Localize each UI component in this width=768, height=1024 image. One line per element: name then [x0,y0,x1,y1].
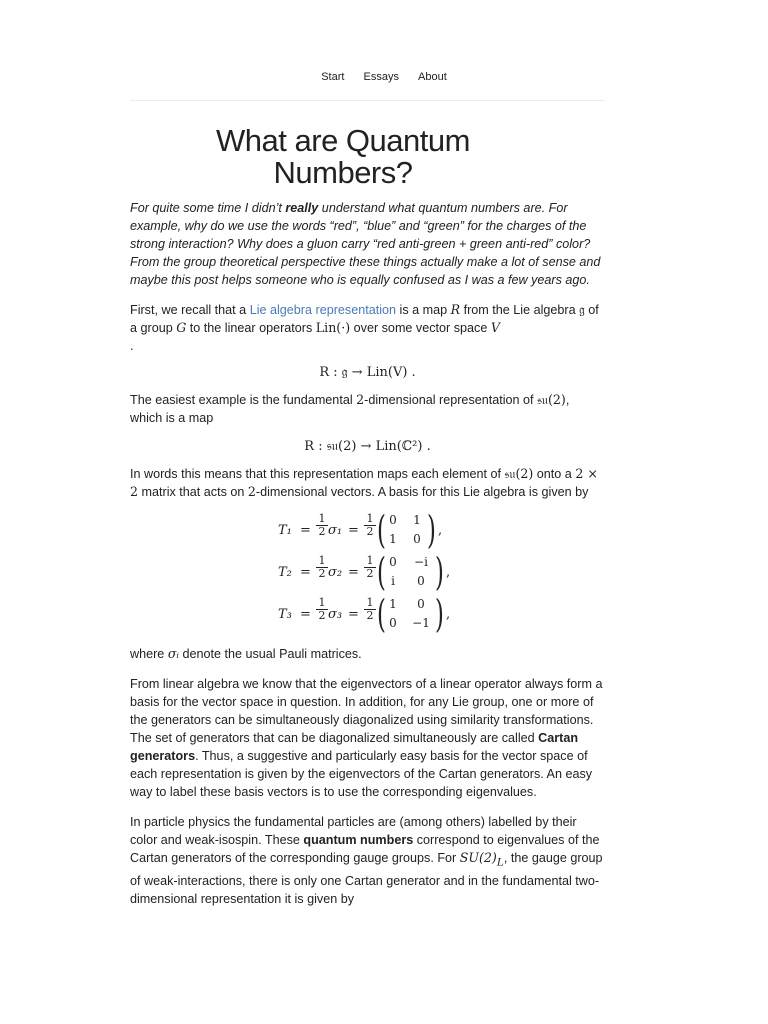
right-paren: ) [434,592,444,636]
matrix-cell: 1 [389,532,397,546]
matrix-cell: 0 [389,616,397,630]
p1-text-d: of a group [130,303,599,335]
fraction-den: 2 [316,525,328,538]
math-sigma-i: σᵢ [167,646,179,661]
p1-end: . [130,339,134,353]
math-su2L-sub: L [496,856,504,869]
p3-text-a: In words this means that this representation maps each element of [130,467,505,481]
equals-sign: = [348,607,359,622]
symbol-T1: T₁ [278,523,292,538]
fraction-half [316,555,328,580]
quantum-numbers-term: quantum numbers [303,833,414,847]
p1-text-b: is a map [396,303,451,317]
matrix-cell: 0 [417,597,425,611]
cartan-generators-term: Cartan generators [130,731,579,763]
left-paren: ( [376,592,386,636]
fraction-den: 2 [316,609,328,622]
p1-text-e: to the linear operators [186,321,316,335]
nav-about-link[interactable]: About [418,71,447,83]
fraction-half [316,513,328,538]
math-g: 𝔤 [579,302,585,317]
matrix-cell: −i [414,555,428,569]
paragraph-basis [130,465,605,501]
nav-essays-link[interactable]: Essays [363,71,399,83]
p3-text-c: matrix that acts on [138,485,248,499]
fraction-num: 1 [318,596,326,609]
math-lin: Lin(·) [315,320,351,335]
paragraph-representation [130,301,605,355]
intro-emphasis: really [285,201,319,215]
equals-sign: = [300,565,311,580]
p1-text-c: from the Lie algebra [460,303,580,317]
matrix-cell: −1 [412,616,430,630]
p3-text-d: -dimensional vectors. A basis for this Lie algebra is given by [255,485,589,499]
generator-matrices [130,508,605,641]
right-paren: ) [434,550,444,594]
symbol-T2: T₂ [278,565,292,580]
p1-text-a: First, we recall that a [130,303,250,317]
fraction-num: 1 [366,554,374,567]
comma: , [446,607,451,622]
equation-map: R : 𝔤 → Lin(V) . [319,365,416,380]
p6-text-c: , the gauge group of weak-interactions, there is only one Cartan generator and in the fundamental two-dimensional representation it is given by [130,851,603,906]
symbol-T3: T₃ [278,607,292,622]
p6-text-a: In particle physics the fundamental particles are (among others) labelled by their color and weak-isospin. These [130,815,577,847]
top-nav [0,71,768,83]
symbol-sigma3: σ₃ [328,607,343,622]
equals-sign: = [300,523,311,538]
fraction-den: 2 [364,525,376,538]
paragraph-quantum-numbers [130,813,605,908]
matrix-cell: 0 [389,513,397,527]
equation-su2-map: R : 𝔰𝔲(2) → Lin(ℂ²) . [304,439,431,454]
matrix-cell: 0 [417,574,425,588]
math-G: G [176,320,187,335]
comma: , [438,523,443,538]
paragraph-pauli [130,645,605,663]
p5-text-b: . Thus, a suggestive and particularly easy basis for the vector space of each representation is given by the eigenvectors of the Cartan generators. An easy way to label these basis vectors is to use the corresponding eigenvalues. [130,749,593,799]
article-body [130,199,605,908]
intro-text-1: For quite some time I didn’t [130,201,286,215]
p3-text-b: onto a [533,467,576,481]
fraction-den: 2 [364,567,376,580]
math-V: V [490,320,500,335]
fraction-num: 1 [318,554,326,567]
p4-text-a: where [130,647,168,661]
lie-algebra-representation-link[interactable]: Lie algebra representation [249,303,397,317]
matrix-cell: 1 [389,597,397,611]
equals-sign: = [300,607,311,622]
left-paren: ( [376,508,386,552]
fraction-half [364,555,376,580]
math-su2L: SU(2) [459,850,497,865]
paragraph-fundamental [130,391,605,427]
fraction-num: 1 [318,512,326,525]
paragraph-cartan [130,675,605,801]
math-dim: 2 × 2 [130,466,598,499]
fraction-half [364,513,376,538]
fraction-num: 1 [366,512,374,525]
math-su2-2: 𝔰𝔲(2) [504,466,534,481]
equals-sign: = [348,565,359,580]
p2-text-a: The easiest example is the fundamental [130,393,357,407]
fraction-half [316,597,328,622]
right-paren: ) [426,508,436,552]
nav-divider [130,100,605,101]
p4-text-b: denote the usual Pauli matrices. [178,647,362,661]
p2-text-c: , which is a map [130,393,570,425]
fraction-den: 2 [316,567,328,580]
matrix-cell: 1 [413,513,421,527]
math-su2: 𝔰𝔲(2) [537,392,566,407]
math-two-2: 2 [247,484,256,499]
matrix-cell: i [391,574,395,588]
page-title: What are Quantum Numbers? [216,123,470,190]
intro-paragraph [130,199,605,289]
fraction-den: 2 [364,609,376,622]
math-R: R [450,302,461,317]
intro-text-2: understand what quantum numbers are. For example, why do we use the words “red”, “blue” and “green” for the charges of the strong interaction? Why does a gluon carry “red anti-green + green anti-red” color? From the group theoretical perspective these things actually make a lot of sense and maybe this post helps someone who is equally confused as I was a few years ago. [130,201,601,287]
left-paren: ( [376,550,386,594]
p2-text-b: -dimensional representation of [364,393,538,407]
p1-text-f: over some vector space [350,321,491,335]
symbol-sigma2: σ₂ [328,565,343,580]
equals-sign: = [348,523,359,538]
fraction-num: 1 [366,596,374,609]
matrix-cell: 0 [389,555,397,569]
comma: , [446,565,451,580]
nav-start-link[interactable]: Start [321,71,345,83]
p6-text-b: correspond to eigenvalues of the Cartan generators of the corresponding gauge groups. For [130,833,600,865]
fraction-half [364,597,376,622]
symbol-sigma1: σ₁ [328,523,343,538]
math-two: 2 [356,392,365,407]
matrix-cell: 0 [413,532,421,546]
p5-text-a: From linear algebra we know that the eigenvectors of a linear operator always form a basis for the vector space in question. In addition, for any Lie group, one or more of the generators can be simultaneously diagonalized using similarity transformations. The set of generators that can be diagonalized simultaneously are called [130,677,603,745]
